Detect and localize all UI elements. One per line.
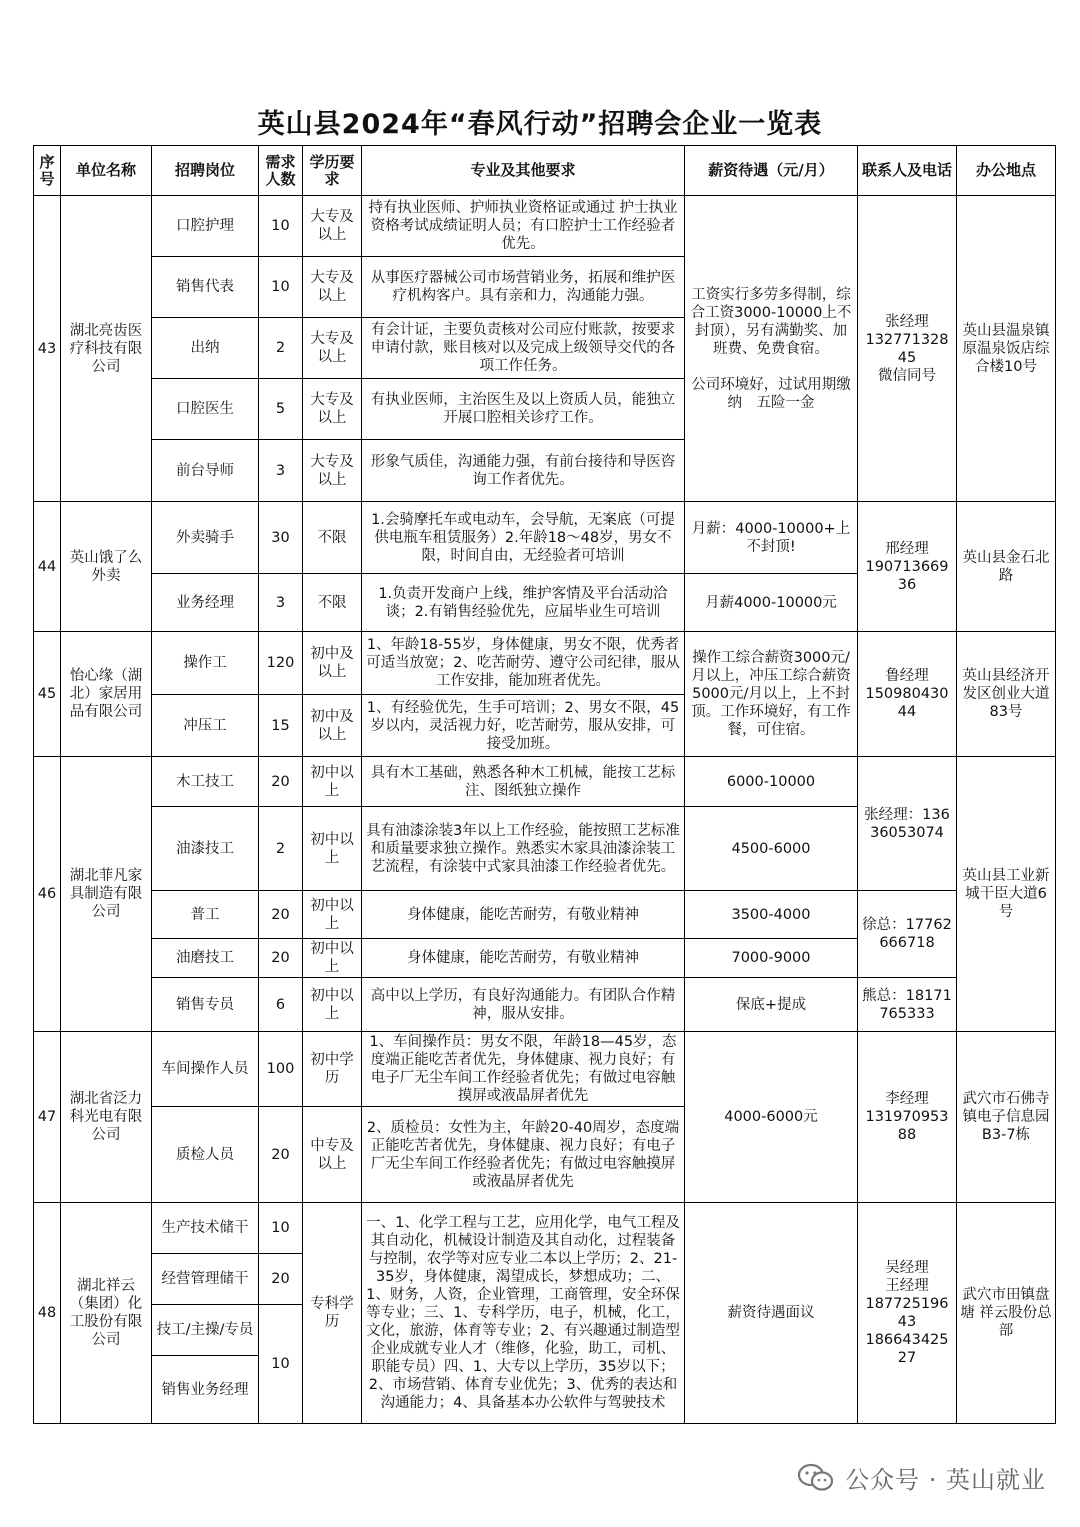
position-edu: 不限	[303, 502, 362, 574]
company-name: 湖北菲凡家具制造有限公司	[61, 757, 152, 1032]
position-count: 10	[259, 257, 303, 318]
table-row	[34, 978, 1056, 1032]
company-name: 怡心缘（湖北）家居用品有限公司	[61, 632, 152, 757]
position-req: 具有木工基础，熟悉各种木工机械，能按工艺标注、图纸独立操作	[362, 757, 685, 807]
header-position: 招聘岗位	[152, 146, 259, 196]
header-count: 需求人数	[259, 146, 303, 196]
position-title: 口腔护理	[152, 196, 259, 257]
position-count: 20	[259, 757, 303, 807]
position-title: 车间操作人员	[152, 1032, 259, 1107]
position-count: 10	[259, 196, 303, 257]
position-count: 3	[259, 440, 303, 502]
position-title: 生产技术储干	[152, 1203, 259, 1254]
position-count: 20	[259, 1107, 303, 1203]
position-req: 从事医疗器械公司市场营销业务，拓展和维护医疗机构客户。具有亲和力，沟通能力强。	[362, 257, 685, 318]
table-row	[34, 632, 1056, 695]
table-row	[34, 757, 1056, 807]
position-title: 经营管理储干	[152, 1254, 259, 1305]
position-title: 冲压工	[152, 695, 259, 757]
contact-xu: 徐总：17762666718	[858, 891, 957, 978]
company-salary: 操作工综合薪资3000元/月以上，冲压工综合薪资5000元/月以上，上不封顶。工作环境好，有工作餐，可住宿。	[685, 632, 858, 757]
header-row	[34, 146, 1056, 196]
company-contact: 张经理 13277132845 微信同号	[858, 196, 957, 502]
position-edu: 初中以上	[303, 891, 362, 939]
company-req: 一、1、化学工程与工艺，应用化学，电气工程及其自动化，机械设计制造及其自动化，过程装备与控制，农学等对应专业二本以上学历；2、21-35岁，身体健康，渴望成长，梦想成功；二、1、财务，人资，企业管理，工商管理，安全环保等专业；三、1、专科学历，电子，机械，化工，文化，旅游，体育等专业；2、有兴趣通过制造型企业成就专业人才（维修，化验，助工，司机、职能专员）四、1、大专以上学历，35岁以下；2、市场营销、体育专业优先；3、优秀的表达和沟通能力；4、具备基本办公软件与驾驶技术	[362, 1203, 685, 1424]
position-title: 业务经理	[152, 574, 259, 632]
watermark	[797, 1460, 1046, 1495]
company-salary: 工资实行多劳多得制，综合工资3000-10000上不封顶），另有满勤奖、加班费、免费食宿。 公司环境好，过试用期缴纳 五险一金	[685, 196, 858, 502]
company-salary: 4000-6000元	[685, 1032, 858, 1203]
contact-zhang: 张经理：13636053074	[858, 757, 957, 891]
position-edu: 初中以上	[303, 978, 362, 1032]
company-contact: 鲁经理 15098043044	[858, 632, 957, 757]
position-count: 100	[259, 1032, 303, 1107]
header-salary: 薪资待遇（元/月）	[685, 146, 858, 196]
company-name: 湖北亮齿医疗科技有限公司	[61, 196, 152, 502]
contact-xiong: 熊总：18171765333	[858, 978, 957, 1032]
position-title: 油磨技工	[152, 939, 259, 978]
position-req: 1、车间操作员：男女不限，年龄18—45岁，态度端正能吃苦者优先，身体健康、视力良好；有电子厂无尘车间工作经验者优先；有做过电容触摸屏或液晶屏者优先	[362, 1032, 685, 1107]
company-name: 湖北祥云（集团）化工股份有限公司	[61, 1203, 152, 1424]
position-count: 20	[259, 939, 303, 978]
position-salary: 4500-6000	[685, 807, 858, 891]
company-address: 英山县经济开发区创业大道83号	[957, 632, 1056, 757]
company-contact: 李经理 13197095388	[858, 1032, 957, 1203]
position-edu: 大专及以上	[303, 257, 362, 318]
position-count: 10	[259, 1203, 303, 1254]
company-no: 44	[34, 502, 61, 632]
position-edu: 初中及以上	[303, 632, 362, 695]
position-count: 10	[259, 1305, 303, 1424]
position-count: 30	[259, 502, 303, 574]
position-count: 2	[259, 807, 303, 891]
header-contact: 联系人及电话	[858, 146, 957, 196]
position-count: 20	[259, 891, 303, 939]
position-edu: 大专及以上	[303, 379, 362, 440]
position-req: 1、年龄18-55岁，身体健康，男女不限，优秀者可适当放宽；2、吃苦耐劳、遵守公司纪律，服从工作安排，能加班者优先。	[362, 632, 685, 695]
company-no: 45	[34, 632, 61, 757]
company-salary: 薪资待遇面议	[685, 1203, 858, 1424]
company-address: 英山县金石北路	[957, 502, 1056, 632]
position-title: 销售代表	[152, 257, 259, 318]
position-edu: 大专及以上	[303, 196, 362, 257]
position-title: 操作工	[152, 632, 259, 695]
position-req: 1、有经验优先，生手可培训；2、男女不限，45岁以内，灵活视力好，吃苦耐劳，服从安排，可接受加班。	[362, 695, 685, 757]
page-title: 英山县2024年“春风行动”招聘会企业一览表	[257, 109, 823, 140]
company-address: 英山县温泉镇原温泉饭店综合楼10号	[957, 196, 1056, 502]
position-salary: 月薪4000-10000元	[685, 574, 858, 632]
position-title: 口腔医生	[152, 379, 259, 440]
position-edu: 不限	[303, 574, 362, 632]
company-address: 英山县工业新城干臣大道6号	[957, 757, 1056, 1032]
position-req: 有执业医师，主治医生及以上资质人员，能独立开展口腔相关诊疗工作。	[362, 379, 685, 440]
position-req: 身体健康，能吃苦耐劳，有敬业精神	[362, 891, 685, 939]
position-title: 油漆技工	[152, 807, 259, 891]
position-count: 15	[259, 695, 303, 757]
position-edu: 初中及以上	[303, 695, 362, 757]
table-row	[34, 196, 1056, 257]
company-no: 48	[34, 1203, 61, 1424]
position-title: 外卖骑手	[152, 502, 259, 574]
position-req: 2、质检员：女性为主，年龄20-40周岁，态度端正能吃苦者优先，身体健康、视力良好；有电子厂无尘车间工作经验者优先；有做过电容触摸屏或液晶屏者优先	[362, 1107, 685, 1203]
header-company: 单位名称	[61, 146, 152, 196]
recruitment-table	[33, 145, 1056, 1424]
header-no: 序号	[34, 146, 61, 196]
company-address: 武穴市田镇盘塘 祥云股份总部	[957, 1203, 1056, 1424]
company-name: 英山饿了么外卖	[61, 502, 152, 632]
position-salary: 3500-4000	[685, 891, 858, 939]
position-req: 具有油漆涂装3年以上工作经验，能按照工艺标准和质量要求独立操作。熟悉实木家具油漆涂装工艺流程，有涂装中式家具油漆工作经验者优先。	[362, 807, 685, 891]
position-title: 前台导师	[152, 440, 259, 502]
company-contact: 吴经理 王经理 18772519643 18664342527	[858, 1203, 957, 1424]
position-count: 120	[259, 632, 303, 695]
position-title: 普工	[152, 891, 259, 939]
company-edu: 专科学历	[303, 1203, 362, 1424]
position-title: 质检人员	[152, 1107, 259, 1203]
position-title: 技工/主操/专员	[152, 1305, 259, 1356]
table-row	[34, 1032, 1056, 1107]
company-address: 武穴市石佛寺镇电子信息园B3-7栋	[957, 1032, 1056, 1203]
position-edu: 初中以上	[303, 939, 362, 978]
header-edu: 学历要求	[303, 146, 362, 196]
position-req: 1.负责开发商户上线，维护客情及平台活动洽谈；2.有销售经验优先，应届毕业生可培训	[362, 574, 685, 632]
position-title: 销售专员	[152, 978, 259, 1032]
position-edu: 初中以上	[303, 757, 362, 807]
position-title: 木工技工	[152, 757, 259, 807]
position-salary: 保底+提成	[685, 978, 858, 1032]
position-salary: 7000-9000	[685, 939, 858, 978]
company-name: 湖北省泛力科光电有限公司	[61, 1032, 152, 1203]
company-contact: 邢经理 19071366936	[858, 502, 957, 632]
position-edu: 中专及以上	[303, 1107, 362, 1203]
position-req: 身体健康，能吃苦耐劳，有敬业精神	[362, 939, 685, 978]
position-edu: 初中学历	[303, 1032, 362, 1107]
position-req: 1.会骑摩托车或电动车，会导航，无案底（可提供电瓶车租赁服务）2.年龄18～48岁，男女不限，时间自由，无经验者可培训	[362, 502, 685, 574]
position-title: 出纳	[152, 318, 259, 379]
position-edu: 大专及以上	[303, 318, 362, 379]
position-req: 持有执业医师、护师执业资格证或通过 护士执业资格考试成绩证明人员；有口腔护士工作经验者优先。	[362, 196, 685, 257]
position-salary: 月薪：4000-10000+上不封顶!	[685, 502, 858, 574]
position-req: 有会计证，主要负责核对公司应付账款，按要求申请付款，账目核对以及完成上级领导交代的各项工作任务。	[362, 318, 685, 379]
position-title: 销售业务经理	[152, 1356, 259, 1424]
header-address: 办公地点	[957, 146, 1056, 196]
header-req: 专业及其他要求	[362, 146, 685, 196]
table-row	[34, 1203, 1056, 1254]
wechat-icon	[797, 1463, 835, 1493]
company-no: 47	[34, 1032, 61, 1203]
position-count: 6	[259, 978, 303, 1032]
table-row	[34, 891, 1056, 939]
watermark-text: 公众号 · 英山就业	[845, 1466, 1046, 1494]
position-count: 20	[259, 1254, 303, 1305]
table-row	[34, 502, 1056, 574]
company-no: 46	[34, 757, 61, 1032]
position-count: 5	[259, 379, 303, 440]
position-count: 3	[259, 574, 303, 632]
position-req: 高中以上学历，有良好沟通能力。有团队合作精神，服从安排。	[362, 978, 685, 1032]
position-count: 2	[259, 318, 303, 379]
position-salary: 6000-10000	[685, 757, 858, 807]
position-edu: 初中以上	[303, 807, 362, 891]
position-req: 形象气质佳，沟通能力强，有前台接待和导医咨询工作者优先。	[362, 440, 685, 502]
position-edu: 大专及以上	[303, 440, 362, 502]
company-no: 43	[34, 196, 61, 502]
